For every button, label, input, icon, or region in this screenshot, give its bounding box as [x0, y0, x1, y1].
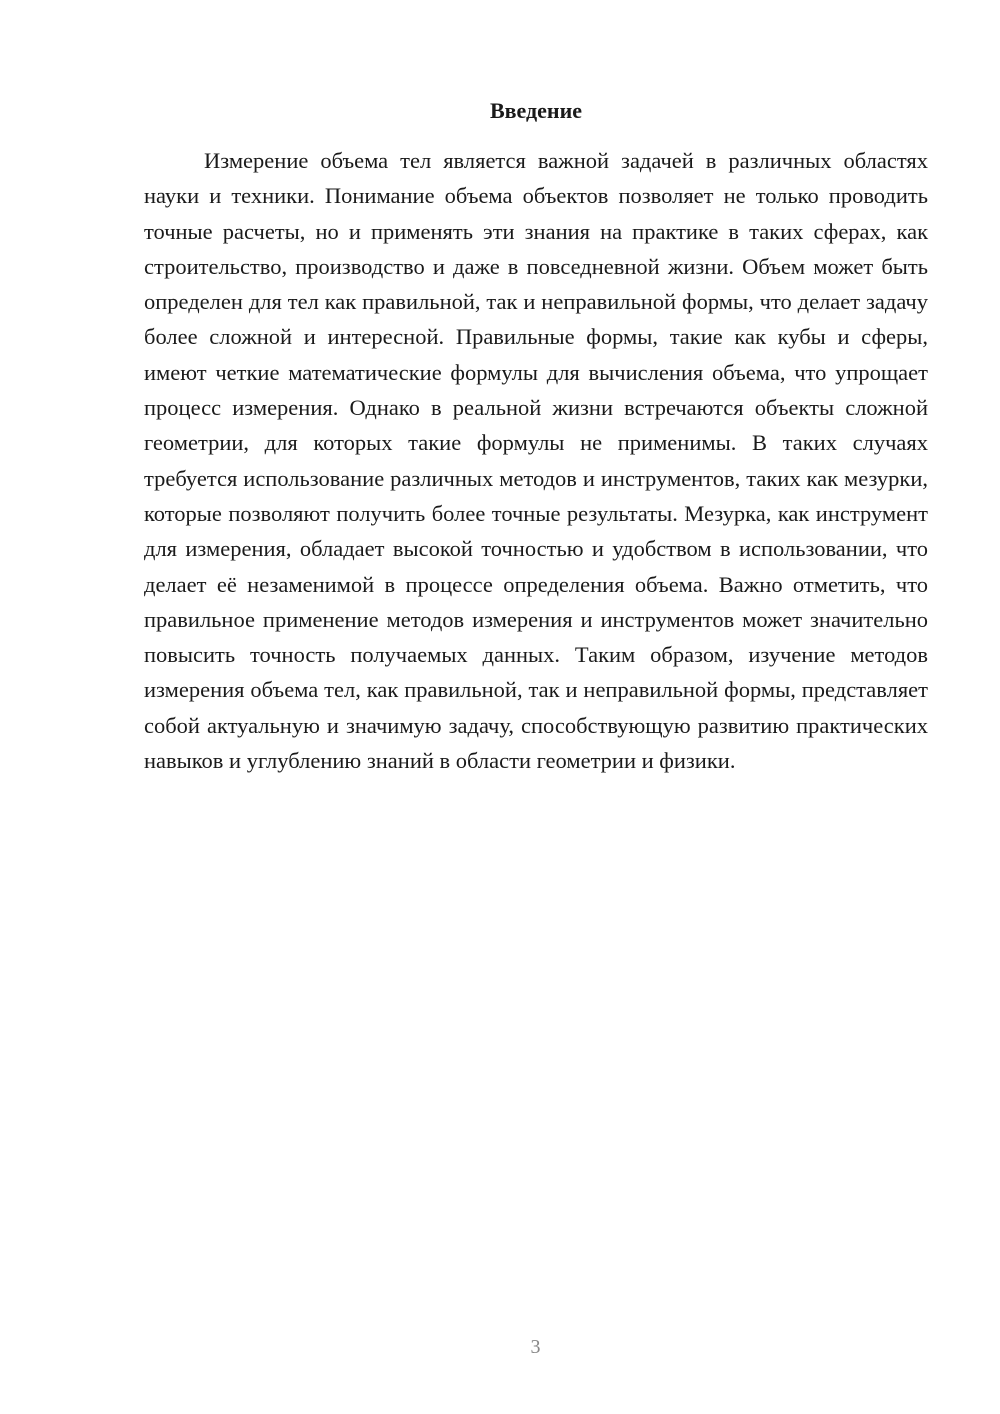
body-paragraph: Измерение объема тел является важной задачей в различных областях науки и техники. Понимание объема объектов позволяет не только проводить точные расчеты, но и применять эти знания на практике в таких сферах, как строительство, производство и даже в повседневной жизни. Объем может быть определен для тел как правильной, так и неправильной формы, что делает задачу более сложной и интересной. Правильные формы, такие как кубы и сферы, имеют четкие математические формулы для вычисления объема, что упрощает процесс измерения. Однако в реальной жизни встречаются объекты сложной геометрии, для которых такие формулы не применимы. В таких случаях требуется использование различных методов и инструментов, таких как мезурки, которые позволяют получить более точные результаты. Мезурка, как инструмент для измерения, обладает высокой точностью и удобством в использовании, что делает её незаменимой в процессе определения объема. Важно отметить, что правильное применение методов измерения и инструментов может значительно повысить точность получаемых данных. Таким образом, изучение методов измерения объема тел, как правильной, так и неправильной формы, представляет собой актуальную и значимую задачу, способствующую развитию практических навыков и углублению знаний в области геометрии и физики.	[144, 148, 928, 774]
section-heading: Введение	[489, 98, 583, 123]
page-number: 3	[530, 1336, 541, 1358]
